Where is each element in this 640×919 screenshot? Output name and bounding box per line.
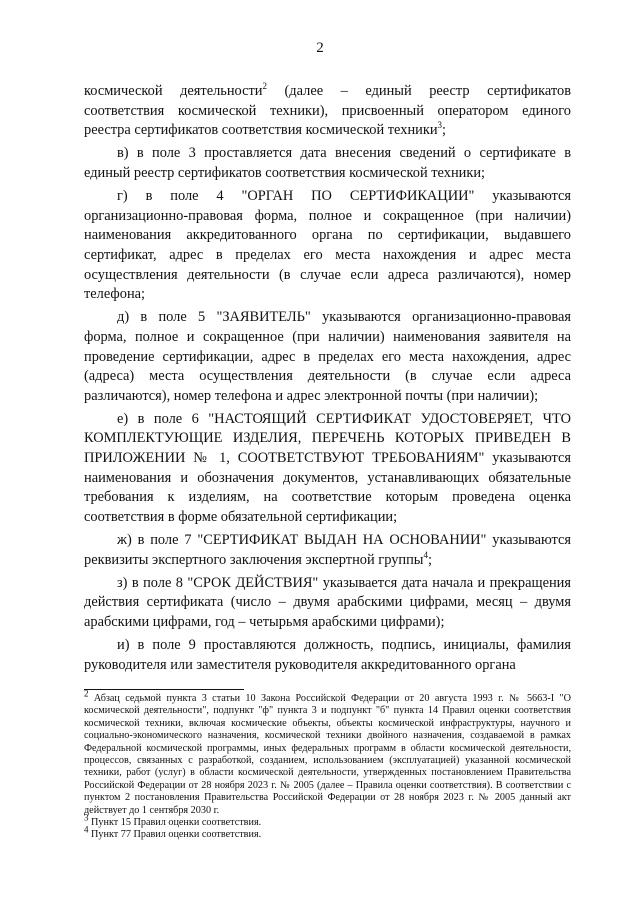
footnote-text: Абзац седьмой пункта 3 статьи 10 Закона Российской Федерации от 20 августа 1993 г. № 5663-I "О космической деятельности", подпункт "ф" пункта 3 и подпункт "б" пункта 14 Правил оценки соответствия космической техники, включая космические объекты, объекты космической инфраструктуры, научного и социально-экономического назначения, космической техники двойного назначения, создаваемой в рамках Федеральной космической программы, иных федеральных программ в области космической деятельности, процессов, связанных с разработкой, созданием, использованием (эксплуатацией) указанной космической техники, работ (услуг) в области космической деятельности, утвержденных постановлением Правительства Российской Федерации от 28 ноября 2023 г. № 2005 (далее – Правила оценки соответствия). В соответствии с пунктом 2 постановления Правительства Российской Федерации от 28 ноября 2023 г. № 2005 данный акт действует до 1 сентября 2030 г. [84, 693, 571, 816]
paragraph-zh [84, 531, 571, 570]
footnote-3 [84, 812, 571, 829]
paragraph-g: г) в поле 4 "ОРГАН ПО СЕРТИФИКАЦИИ" указываются организационно-правовая форма, полное и сокращенное (при наличии) наименования аккредитованного органа по сертификации, выдавшего сертификат, адрес в пределах его места нахождения и адрес места осуществления деятельности (в случае если адреса различаются), номер телефона; [84, 188, 571, 303]
footnote-ref: 3 [437, 120, 443, 131]
footnote-ref: 2 [262, 81, 267, 92]
footnote-text: Пункт 15 Правил оценки соответствия. [88, 817, 262, 829]
paragraph-d: д) в поле 5 "ЗАЯВИТЕЛЬ" указываются организационно-правовая форма, полное и сокращенное (при наличии) наименования заявителя на проведение сертификации, адрес в пределах его места нахождения, адрес (адреса) места осуществления деятельности (в случае если адреса различаются), номер телефона и адрес электронной почты (при наличии); [84, 309, 571, 404]
paragraph-e: е) в поле 6 "НАСТОЯЩИЙ СЕРТИФИКАТ УДОСТОВЕРЯЕТ, ЧТО КОМПЛЕКТУЮЩИЕ ИЗДЕЛИЯ, ПЕРЕЧЕНЬ КОТОРЫХ ПРИВЕДЕН В ПРИЛОЖЕНИИ № 1, СООТВЕТСТВУЮТ ТРЕБОВАНИЯМ" указываются наименования и обозначения документов, устанавливающих обязательные требования к изделиям, на соответствие которым проведена оценка соответствия в форме обязательной сертификации; [84, 410, 571, 525]
footnotes [84, 688, 571, 842]
footnote-separator [84, 689, 244, 690]
footnote-2 [84, 688, 571, 817]
footnote-mark: 3 [84, 812, 89, 823]
document-body [84, 82, 571, 679]
paragraph-text: ; [427, 551, 432, 568]
footnote-mark: 4 [84, 825, 89, 836]
paragraph-v: в) в поле 3 проставляется дата внесения сведений о сертификате в единый реестр сертификатов соответствия космической техники; [84, 145, 571, 181]
page-number: 2 [316, 40, 324, 56]
paragraph-text: космической деятельности [84, 83, 263, 99]
paragraph-text: ; [442, 122, 447, 139]
paragraph-text: (далее – единый реестр сертификатов соответствия космической техники), присвоенный оператором единого реестра сертификатов соответствия космической техники [84, 83, 571, 139]
footnote-4 [84, 825, 571, 841]
paragraph-z: з) в поле 8 "СРОК ДЕЙСТВИЯ" указывается дата начала и прекращения действия сертификата (число – двумя арабскими цифрами, месяц – двумя арабскими цифрами, год – четырьмя арабскими цифрами); [84, 574, 571, 630]
footnote-text: Пункт 77 Правил оценки соответствия. [88, 829, 262, 841]
paragraph-i: и) в поле 9 проставляются должность, подпись, инициалы, фамилия руководителя или заместителя руководителя аккредитованного органа [84, 637, 571, 673]
paragraph-text: ж) в поле 7 "СЕРТИФИКАТ ВЫДАН НА ОСНОВАНИИ" указываются реквизиты экспертного заключения экспертной группы [84, 532, 571, 568]
footnote-mark: 2 [84, 688, 89, 699]
paragraph-continuation [84, 82, 571, 141]
footnote-ref: 4 [423, 549, 428, 560]
